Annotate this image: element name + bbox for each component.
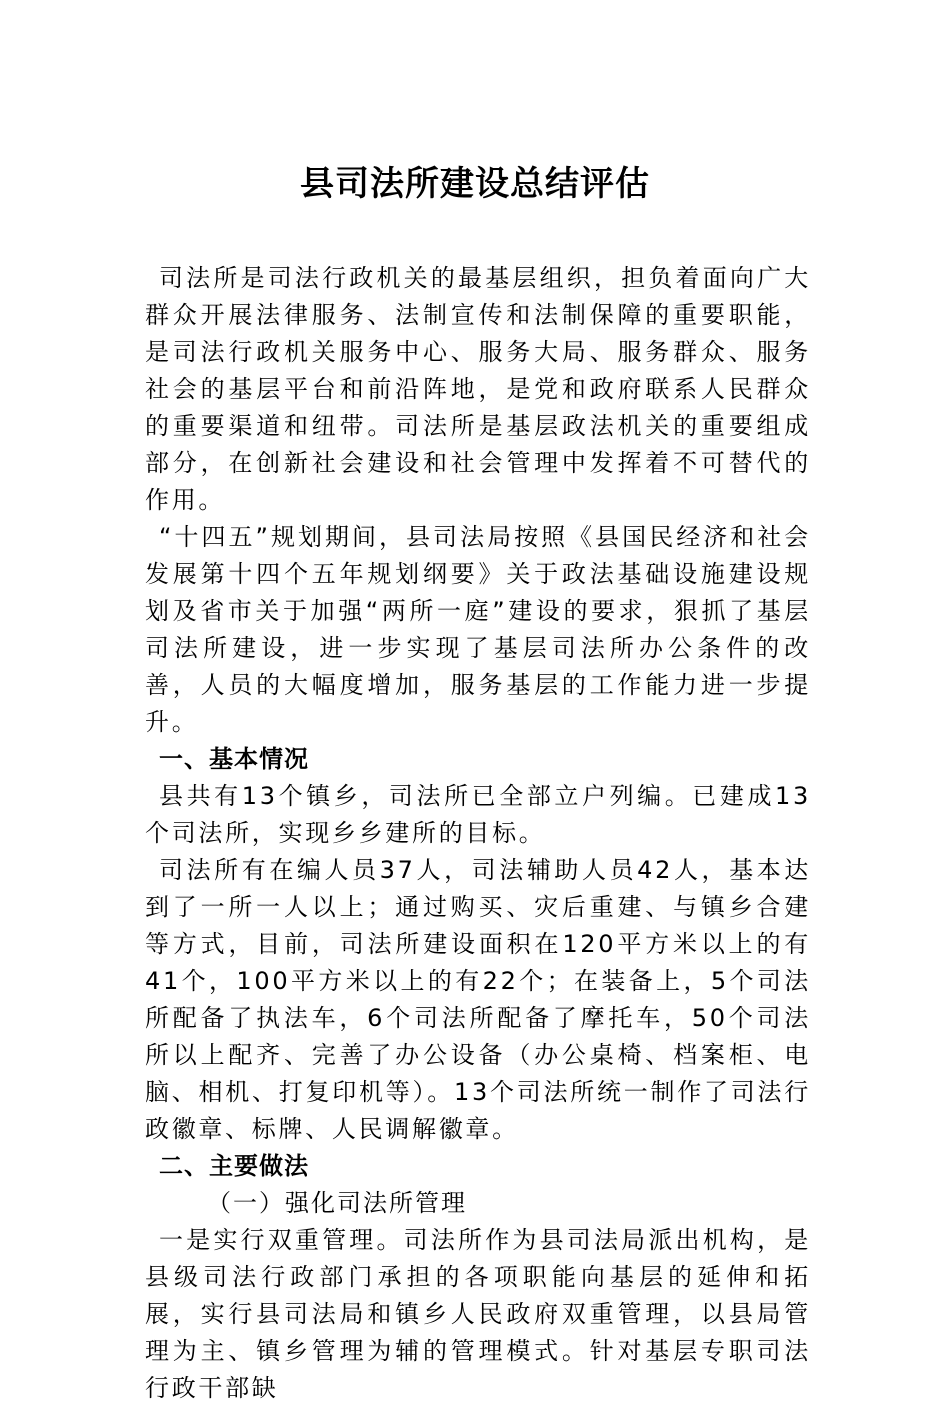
paragraph-section-1-2: 司法所有在编人员37人，司法辅助人员42人，基本达到了一所一人以上；通过购买、灾后重建、与镇乡合建等方式，目前，司法所建设面积在120平方米以上的有41个，100平方米以上的有22个；在装备上，5个司法所配备了执法车，6个司法所配备了摩托车，50个司法所以上配齐、完善了办公设备（办公桌椅、档案柜、电脑、相机、打复印机等）。13个司法所统一制作了司法行政徽章、标牌、人民调解徽章。 [145,856,811,1143]
section-1-heading: 一、基本情况 [159,745,309,773]
document-title: 县司法所建设总结评估 [300,164,650,204]
paragraph-subsection-1-1: 一是实行双重管理。司法所作为县司法局派出机构，是县级司法行政部门承担的各项职能向基层的延伸和拓展，实行县司法局和镇乡人民政府双重管理，以县局管理为主、镇乡管理为辅的管理模式。针对基层专职司法行政干部缺 [145,1226,811,1402]
paragraph-section-1-1: 县共有13个镇乡，司法所已全部立户列编。已建成13个司法所，实现乡乡建所的目标。 [145,782,811,847]
subsection-1-heading: （一）强化司法所管理 [207,1189,467,1217]
paragraph-intro-2: “十四五”规划期间，县司法局按照《县国民经济和社会发展第十四个五年规划纲要》关于政法基础设施建设规划及省市关于加强“两所一庭”建设的要求，狠抓了基层司法所建设，进一步实现了基层司法所办公条件的改善，人员的大幅度增加，服务基层的工作能力进一步提升。 [145,523,811,736]
paragraph-intro-1: 司法所是司法行政机关的最基层组织，担负着面向广大群众开展法律服务、法制宣传和法制保障的重要职能，是司法行政机关服务中心、服务大局、服务群众、服务社会的基层平台和前沿阵地，是党和政府联系人民群众的重要渠道和纽带。司法所是基层政法机关的重要组成部分，在创新社会建设和社会管理中发挥着不可替代的作用。 [145,264,811,514]
document-body [145,260,811,1407]
section-2-heading: 二、主要做法 [159,1152,309,1180]
